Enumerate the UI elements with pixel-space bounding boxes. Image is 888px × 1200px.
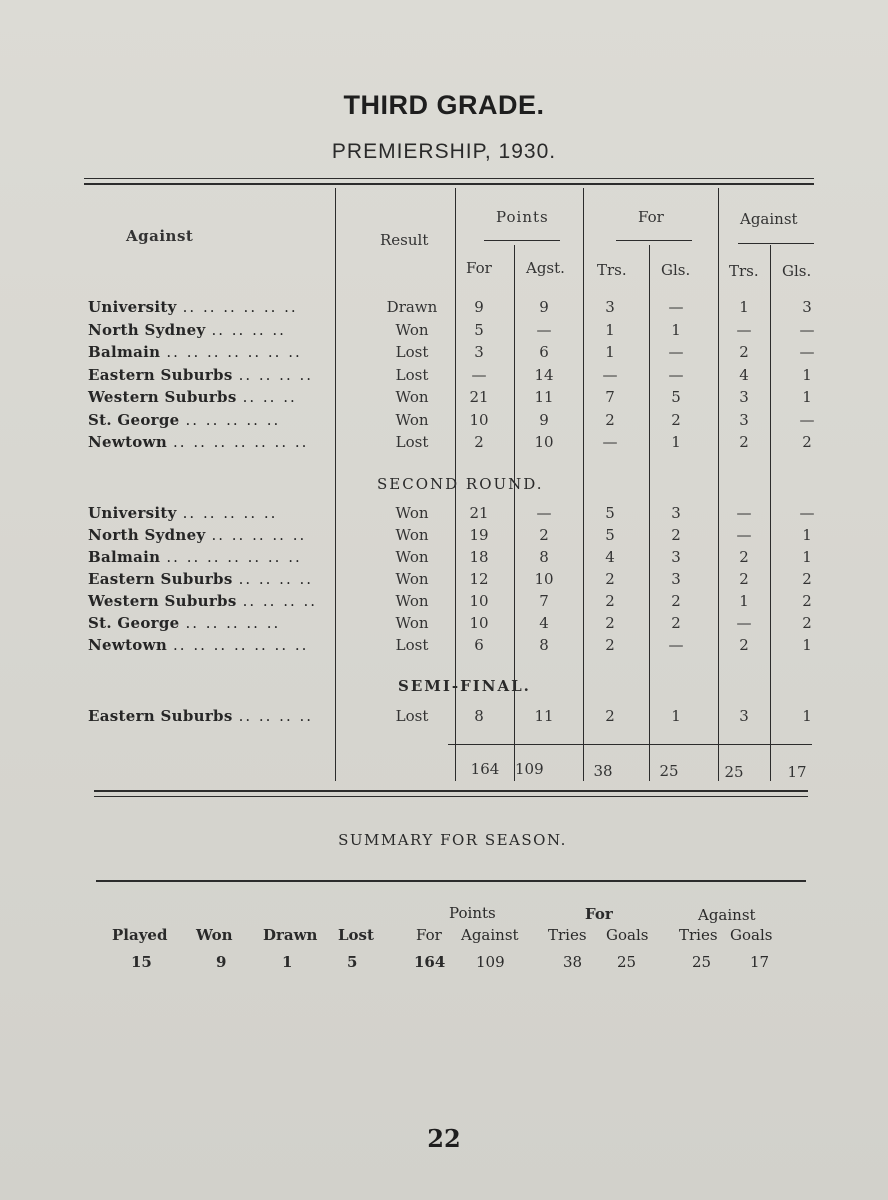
cell-result: Won — [395, 592, 429, 610]
team-label: St. George — [88, 411, 180, 429]
cell-ag: 1 — [802, 548, 812, 566]
summary-value: 38 — [563, 953, 583, 971]
section-second-round: SECOND ROUND. — [377, 475, 544, 493]
cell-fg: — — [668, 343, 684, 361]
cell-pf: 6 — [474, 636, 484, 654]
leader-dots: .. .. .. .. .. — [182, 504, 278, 522]
table-bottom-rule — [94, 790, 808, 792]
leader-dots: .. .. .. .. .. .. .. — [166, 548, 302, 566]
summary-header: Tries — [679, 926, 718, 944]
cell-ft: 5 — [605, 526, 615, 544]
summary-rule — [96, 880, 806, 882]
cell-at: 3 — [739, 411, 749, 429]
cell-ag: 2 — [802, 614, 812, 632]
cell-result: Won — [395, 548, 429, 566]
team-label: University — [88, 504, 177, 522]
team-label: Eastern Suburbs — [88, 570, 233, 588]
header-result: Result — [380, 231, 429, 249]
team-name — [88, 433, 308, 451]
total-for-tries: 38 — [593, 762, 613, 780]
total-points-for: 164 — [470, 760, 500, 778]
summary-header: Lost — [338, 926, 374, 944]
cell-pa: 8 — [539, 636, 549, 654]
cell-ft: 2 — [605, 707, 615, 725]
leader-dots: .. .. .. .. .. .. — [182, 298, 298, 316]
summary-value: 109 — [476, 953, 505, 971]
cell-ag: — — [799, 411, 815, 429]
against-underline — [738, 243, 814, 244]
cell-result: Lost — [395, 636, 429, 654]
summary-group-against: Against — [698, 906, 756, 924]
cell-ft: 1 — [605, 321, 615, 339]
cell-result: Won — [395, 504, 429, 522]
cell-pa: 4 — [539, 614, 549, 632]
cell-pa: 9 — [539, 298, 549, 316]
cell-at: — — [736, 504, 752, 522]
cell-ft: 4 — [605, 548, 615, 566]
cell-at: 2 — [739, 343, 749, 361]
cell-fg: 1 — [671, 433, 681, 451]
team-name — [88, 614, 280, 632]
cell-pf: — — [471, 366, 487, 384]
cell-pa: 14 — [534, 366, 554, 384]
cell-pa: 9 — [539, 411, 549, 429]
team-label: Balmain — [88, 548, 161, 566]
team-label: Western Suburbs — [88, 388, 237, 406]
cell-fg: — — [668, 298, 684, 316]
cell-fg: 1 — [671, 321, 681, 339]
cell-ft: — — [602, 366, 618, 384]
cell-ft: 5 — [605, 504, 615, 522]
table-top-rule-2 — [84, 183, 814, 185]
cell-result: Won — [395, 614, 429, 632]
header-for-gls: Gls. — [661, 261, 691, 279]
cell-ag: 2 — [802, 433, 812, 451]
team-name — [88, 298, 298, 316]
header-points-for: For — [466, 259, 492, 277]
team-label: Eastern Suburbs — [88, 707, 233, 725]
cell-fg: 2 — [671, 526, 681, 544]
cell-pf: 5 — [474, 321, 484, 339]
team-label: North Sydney — [88, 321, 206, 339]
col-divider-against — [718, 188, 719, 781]
leader-dots: .. .. .. .. .. .. .. — [173, 433, 309, 451]
cell-fg: 2 — [671, 614, 681, 632]
header-against-team: Against — [126, 227, 194, 245]
header-for-trs: Trs. — [597, 261, 627, 279]
cell-result: Lost — [395, 343, 429, 361]
cell-ag: 1 — [802, 526, 812, 544]
header-points: Points — [496, 208, 549, 226]
leader-dots: .. .. .. .. .. .. .. — [166, 343, 302, 361]
summary-group-for: For — [585, 905, 613, 923]
cell-pf: 18 — [469, 548, 489, 566]
team-label: Newtown — [88, 636, 168, 654]
summary-value: 164 — [414, 953, 446, 971]
total-for-goals: 25 — [659, 762, 679, 780]
page-title: THIRD GRADE. — [343, 90, 545, 120]
cell-at: 1 — [739, 592, 749, 610]
leader-dots: .. .. .. .. — [211, 321, 286, 339]
cell-ag: — — [799, 321, 815, 339]
leader-dots: .. .. .. — [242, 388, 297, 406]
header-agst-trs: Trs. — [729, 262, 759, 280]
team-name — [88, 411, 280, 429]
cell-result: Won — [395, 388, 429, 406]
cell-pf: 10 — [469, 411, 489, 429]
summary-header: Won — [196, 926, 233, 944]
leader-dots: .. .. .. .. .. — [185, 411, 281, 429]
cell-result: Won — [395, 411, 429, 429]
total-against-goals: 17 — [787, 763, 807, 781]
team-label: Western Suburbs — [88, 592, 237, 610]
cell-pa: 11 — [534, 388, 554, 406]
team-label: Newtown — [88, 433, 168, 451]
cell-result: Lost — [395, 707, 429, 725]
cell-result: Won — [395, 570, 429, 588]
header-points-agst: Agst. — [526, 259, 565, 277]
cell-ft: — — [602, 433, 618, 451]
page-subtitle: PREMIERSHIP, 1930. — [331, 140, 557, 163]
cell-ag: 1 — [802, 707, 812, 725]
cell-ft: 3 — [605, 298, 615, 316]
cell-pa: 11 — [534, 707, 554, 725]
team-label: University — [88, 298, 177, 316]
cell-ag: 1 — [802, 366, 812, 384]
cell-at: 1 — [739, 298, 749, 316]
cell-pf: 8 — [474, 707, 484, 725]
summary-value: 5 — [347, 953, 358, 971]
section-semi-final: SEMI-FINAL. — [398, 677, 531, 695]
leader-dots: .. .. .. .. .. .. .. — [173, 636, 309, 654]
page-number: 22 — [427, 1124, 461, 1153]
summary-header: For — [416, 926, 442, 944]
total-points-against: 109 — [515, 760, 544, 778]
summary-title: SUMMARY FOR SEASON. — [338, 831, 567, 849]
leader-dots: .. .. .. .. — [238, 707, 314, 725]
cell-ft: 7 — [605, 388, 615, 406]
team-label: St. George — [88, 614, 180, 632]
cell-fg: 3 — [671, 548, 681, 566]
header-for-group: For — [638, 208, 664, 226]
cell-fg: 5 — [671, 388, 681, 406]
cell-pf: 2 — [474, 433, 484, 451]
cell-pf: 21 — [469, 504, 489, 522]
cell-pf: 19 — [469, 526, 489, 544]
cell-ft: 2 — [605, 411, 615, 429]
cell-fg: 2 — [671, 411, 681, 429]
cell-ft: 2 — [605, 592, 615, 610]
cell-result: Won — [395, 526, 429, 544]
cell-pa: 10 — [534, 433, 554, 451]
cell-at: 3 — [739, 388, 749, 406]
summary-value: 25 — [692, 953, 712, 971]
cell-pf: 3 — [474, 343, 484, 361]
cell-ft: 2 — [605, 570, 615, 588]
cell-fg: — — [668, 366, 684, 384]
header-against-group: Against — [740, 210, 798, 228]
cell-ag: 1 — [802, 636, 812, 654]
total-against-tries: 25 — [724, 763, 744, 781]
leader-dots: .. .. .. .. — [238, 570, 314, 588]
header-agst-gls: Gls. — [782, 262, 812, 280]
cell-at: 2 — [739, 636, 749, 654]
cell-fg: — — [668, 636, 684, 654]
cell-pf: 12 — [469, 570, 489, 588]
team-name — [88, 526, 306, 544]
cell-at: 2 — [739, 548, 749, 566]
cell-ag: 2 — [802, 570, 812, 588]
cell-pa: 8 — [539, 548, 549, 566]
cell-result: Lost — [395, 366, 429, 384]
team-name — [88, 636, 308, 654]
team-label: North Sydney — [88, 526, 206, 544]
cell-at: — — [736, 321, 752, 339]
table-bottom-rule-2 — [94, 796, 808, 797]
cell-ag: 3 — [802, 298, 812, 316]
summary-header: Played — [112, 926, 168, 944]
cell-ag: — — [799, 504, 815, 522]
cell-result: Lost — [395, 433, 429, 451]
cell-at: 2 — [739, 433, 749, 451]
cell-ft: 1 — [605, 343, 615, 361]
team-name — [88, 343, 302, 361]
leader-dots: .. .. .. .. — [238, 366, 314, 384]
col-divider-result — [335, 188, 336, 781]
team-name — [88, 388, 297, 406]
cell-fg: 1 — [671, 707, 681, 725]
team-label: Balmain — [88, 343, 161, 361]
cell-pf: 10 — [469, 592, 489, 610]
for-underline — [616, 240, 692, 241]
summary-header: Goals — [606, 926, 649, 944]
summary-header: Tries — [548, 926, 587, 944]
cell-pa: — — [536, 504, 552, 522]
team-name — [88, 592, 317, 610]
cell-at: 2 — [739, 570, 749, 588]
totals-rule — [448, 744, 812, 745]
cell-ft: 2 — [605, 614, 615, 632]
cell-at: 4 — [739, 366, 749, 384]
cell-fg: 3 — [671, 504, 681, 522]
cell-pf: 10 — [469, 614, 489, 632]
cell-pa: 7 — [539, 592, 549, 610]
cell-result: Won — [395, 321, 429, 339]
summary-value: 25 — [617, 953, 637, 971]
cell-result: Drawn — [386, 298, 438, 316]
summary-header: Against — [461, 926, 519, 944]
cell-ft: 2 — [605, 636, 615, 654]
summary-header: Goals — [730, 926, 773, 944]
cell-pf: 9 — [474, 298, 484, 316]
leader-dots: .. .. .. .. — [242, 592, 318, 610]
cell-fg: 2 — [671, 592, 681, 610]
cell-ag: 2 — [802, 592, 812, 610]
points-underline — [484, 240, 560, 241]
team-name — [88, 548, 302, 566]
leader-dots: .. .. .. .. .. — [185, 614, 281, 632]
team-name — [88, 707, 313, 725]
summary-value: 9 — [216, 953, 227, 971]
cell-pa: 2 — [539, 526, 549, 544]
table-top-rule — [84, 178, 814, 179]
team-name — [88, 321, 286, 339]
summary-header: Drawn — [263, 926, 318, 944]
cell-pf: 21 — [469, 388, 489, 406]
team-label: Eastern Suburbs — [88, 366, 233, 384]
leader-dots: .. .. .. .. .. — [211, 526, 307, 544]
team-name — [88, 570, 313, 588]
cell-at: — — [736, 614, 752, 632]
cell-fg: 3 — [671, 570, 681, 588]
team-name — [88, 504, 277, 522]
cell-at: — — [736, 526, 752, 544]
cell-ag: — — [799, 343, 815, 361]
cell-ag: 1 — [802, 388, 812, 406]
summary-group-points: Points — [449, 904, 496, 922]
cell-pa: — — [536, 321, 552, 339]
summary-value: 15 — [131, 953, 152, 971]
cell-at: 3 — [739, 707, 749, 725]
col-divider-for — [583, 188, 584, 781]
summary-value: 1 — [282, 953, 293, 971]
summary-value: 17 — [750, 953, 770, 971]
team-name — [88, 366, 313, 384]
cell-pa: 10 — [534, 570, 554, 588]
cell-pa: 6 — [539, 343, 549, 361]
